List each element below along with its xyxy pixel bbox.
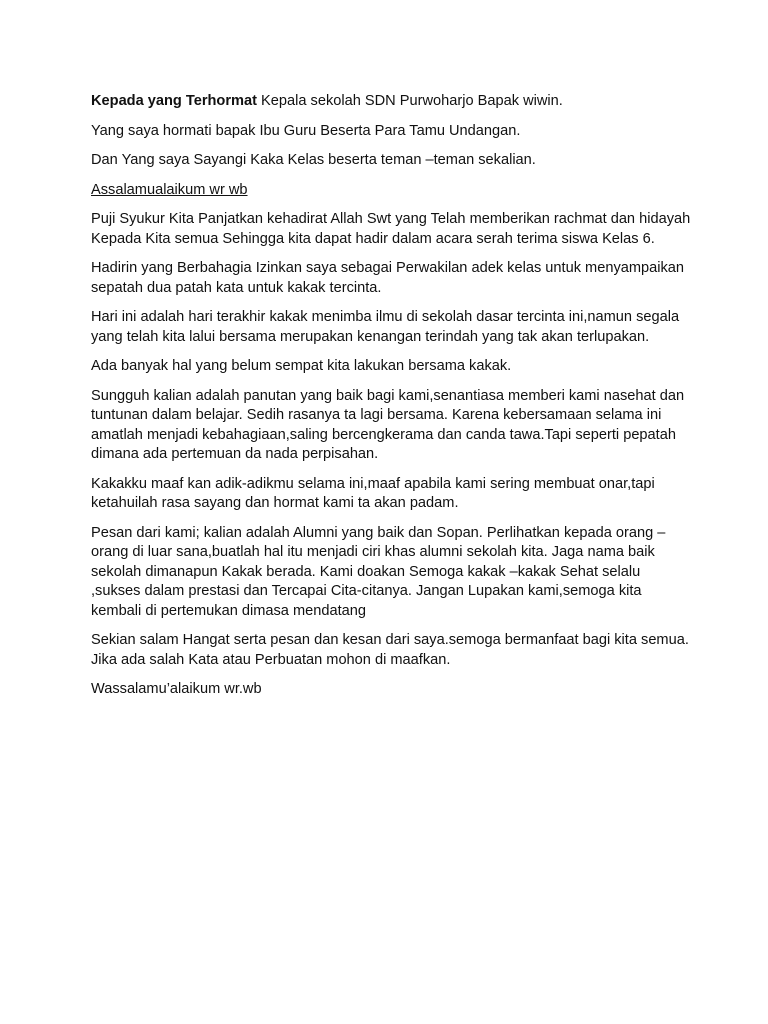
paragraph-4: Ada banyak hal yang belum sempat kita lakukan bersama kakak. [91,358,512,374]
greeting-line [91,92,691,112]
friends-line: Dan Yang saya Sayangi Kaka Kelas beserta teman –teman sekalian. [91,152,536,168]
paragraph-7: Pesan dari kami; kalian adalah Alumni yang baik dan Sopan. Perlihatkan kepada orang –orang di luar sana,buatlah hal itu menjadi ciri khas alumni sekolah kita. Jaga nama baik sekolah dimanapun Kakak berada. Kami doakan Semoga kakak –kakak Sehat selalu ,sukses dalam prestasi dan Tercapai Cita-citanya. Jangan Lupakan kami,semoga kita kembali di pertemukan dimasa mendatang [91,524,666,619]
paragraph-2: Hadirin yang Berbahagia Izinkan saya sebagai Perwakilan adek kelas untuk menyampaikan sepatah dua patah kata untuk kakak tercinta. [91,260,685,296]
paragraph-3: Hari ini adalah hari terakhir kakak menimba ilmu di sekolah dasar tercinta ini,namun segala yang telah kita lalui bersama merupakan kenangan terindah yang tak akan terlupakan. [91,309,680,345]
speech-text [91,92,691,710]
greeting-bold: Kepada yang Terhormat [91,93,257,109]
paragraph-5: Sungguh kalian adalah panutan yang baik bagi kami,senantiasa memberi kami nasehat dan tuntunan dalam belajar. Sedih rasanya ta lagi bersama. Karena kebersamaan selama ini amatlah menjadi kebahagiaan,saling bercengkerama dan canda tawa.Tapi seperti pepatah dimana ada pertemuan da nada perpisahan. [91,387,685,462]
closing-salam: Wassalamu’alaikum wr.wb [91,681,262,697]
paragraph-6: Kakakku maaf kan adik-adikmu selama ini,maaf apabila kami sering membuat onar,tapi ketahuilah rasa sayang dan hormat kami ta akan padam. [91,475,655,511]
opening-salam: Assalamualaikum wr wb [91,181,248,198]
respect-line: Yang saya hormati bapak Ibu Guru Beserta Para Tamu Undangan. [91,122,521,139]
paragraph-1: Puji Syukur Kita Panjatkan kehadirat Allah Swt yang Telah memberikan rachmat dan hidayah Kepada Kita semua Sehingga kita dapat hadir dalam acara serah terima siswa Kelas 6. [91,211,691,247]
greeting-rest: Kepala sekolah SDN Purwoharjo Bapak wiwin. [256,93,563,109]
paragraph-8: Sekian salam Hangat serta pesan dan kesan dari saya.semoga bermanfaat bagi kita semua. Jika ada salah Kata atau Perbuatan mohon di maafkan. [91,632,689,668]
